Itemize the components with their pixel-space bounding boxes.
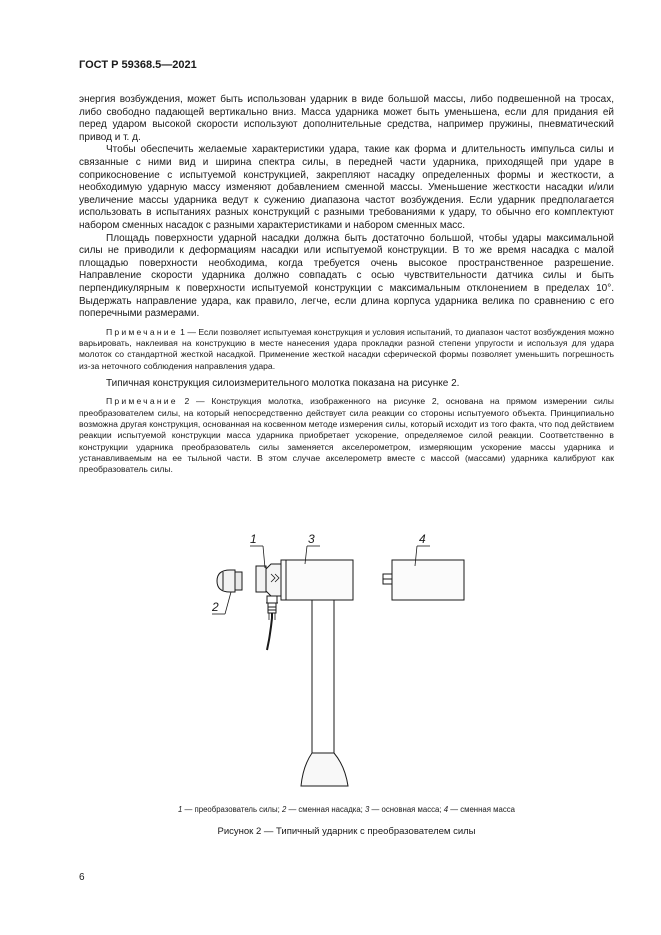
note-1 bbox=[79, 327, 614, 372]
note-2-label: Примечание bbox=[106, 396, 178, 407]
legend-text-2: — сменная насадка; bbox=[286, 805, 366, 814]
legend-num-4: 4 bbox=[443, 805, 449, 814]
note-2-text: 2 — Конструкция молотка, изображенного на рисунке 2, основана на прямом измерении силы преобразователем силы, на который непосредственно действует сила реакции со стороны испытуемого объекта. Принципиально возможна другая конструкция, основанная на косвенном методе измерения силы, который исходит из того факта, что под действием реакции испытуемой конструкции масса ударника приобретает ускорение, определяемое силой реакции. Соответственно в конструкции ударника преобразователь силы заменяется акселерометром, измеряющим ускорение массы ударника и устанавливаемым на ее тыльной части. В этом случае акселерометр вместе с массой (массами) ударника калибруют как преобразователь силы. bbox=[79, 396, 614, 475]
figure-label-2: 2 bbox=[212, 600, 219, 614]
interchangeable-tip-shape bbox=[217, 570, 242, 592]
figure-caption: Рисунок 2 — Типичный ударник с преобразователем силы bbox=[217, 826, 476, 837]
force-transducer-shape bbox=[256, 564, 281, 650]
legend-text-3: — основная масса; bbox=[369, 805, 444, 814]
figure-label-3: 3 bbox=[308, 532, 315, 546]
interchangeable-mass-shape bbox=[383, 560, 464, 600]
body-text bbox=[79, 94, 614, 476]
paragraph-3: Площадь поверхности ударной насадки должна быть достаточно большой, чтобы удары максимальной силы не приводили к деформациям насадки или испытуемой конструкции. В то же время насадка с малой площадью поверхности необходима, когда требуется очень высокое пространственное разрешение. Направление скорости ударника должно совпадать с осью чувствительности датчика силы и быть перпендикулярным к поверхности испытуемой конструкции с максимальным отклонением в пределах 10°. Выдержать направление удара, как правило, легче, если длина корпуса ударника велика по сравнению с его поперечными размерами. bbox=[79, 232, 614, 320]
legend-num-3: 3 bbox=[365, 805, 370, 814]
paragraph-2: Чтобы обеспечить желаемые характеристики удара, такие как форма и длительность импульса силы и связанные с ними вид и ширина спектра силы, в передней части ударника, приходящей при ударе в соприкосновение с испытуемой конструкцией, закрепляют насадку определенных формы и жесткости, а необходимую ударную массу изменяют добавлением сменной массы. Уменьшение жесткости насадки и/или увеличение массы ударника ведут к сужению диапазона частот возбуждения. Если ударник предполагается использовать в испытаниях разных конструкций с разными требованиями к удару, то обычно его комплектуют набором сменных насадок с разными характеристиками и набором сменных масс. bbox=[79, 144, 614, 231]
legend-text-1: — преобразователь силы; bbox=[182, 805, 282, 814]
note-1-text: 1 — Если позволяет испытуемая конструкция и условия испытаний, то диапазон частот возбуждения можно варьировать, наклеивая на конструкцию в месте нанесения удара прокладки разной степени упругости и используя для удара молоток со стандартной жесткой насадкой. Применение жесткой насадки сферической формы позволяет уменьшить погрешность из-за неточного соблюдения направления удара. bbox=[79, 326, 614, 371]
legend-num-1: 1 bbox=[178, 805, 183, 814]
hammer-drawing bbox=[205, 528, 545, 793]
paragraph-1: энергия возбуждения, может быть использован ударник в виде большой массы, либо подвешенной на тросах, либо свободно падающей вертикально вниз. Масса ударника может быть уменьшена, если для придания ей перед ударом высокой скорости используют дополнительные средства, например пружины, пневматический привод и т. д. bbox=[79, 94, 614, 143]
paragraph-4: Типичная конструкция силоизмерительного молотка показана на рисунке 2. bbox=[106, 377, 460, 389]
figure-label-4: 4 bbox=[419, 532, 426, 546]
main-mass-shape bbox=[281, 560, 353, 600]
legend-text-4: — сменная масса bbox=[448, 805, 515, 814]
note-2 bbox=[79, 396, 614, 475]
handle-shape bbox=[301, 600, 348, 786]
note-1-label: Примечание bbox=[106, 326, 178, 337]
document-header: ГОСТ Р 59368.5—2021 bbox=[79, 59, 197, 71]
legend-num-2: 2 bbox=[281, 805, 287, 814]
page-number: 6 bbox=[79, 872, 85, 883]
figure-hammer bbox=[205, 528, 545, 793]
figure-legend bbox=[79, 805, 614, 814]
figure-label-1: 1 bbox=[250, 532, 257, 546]
